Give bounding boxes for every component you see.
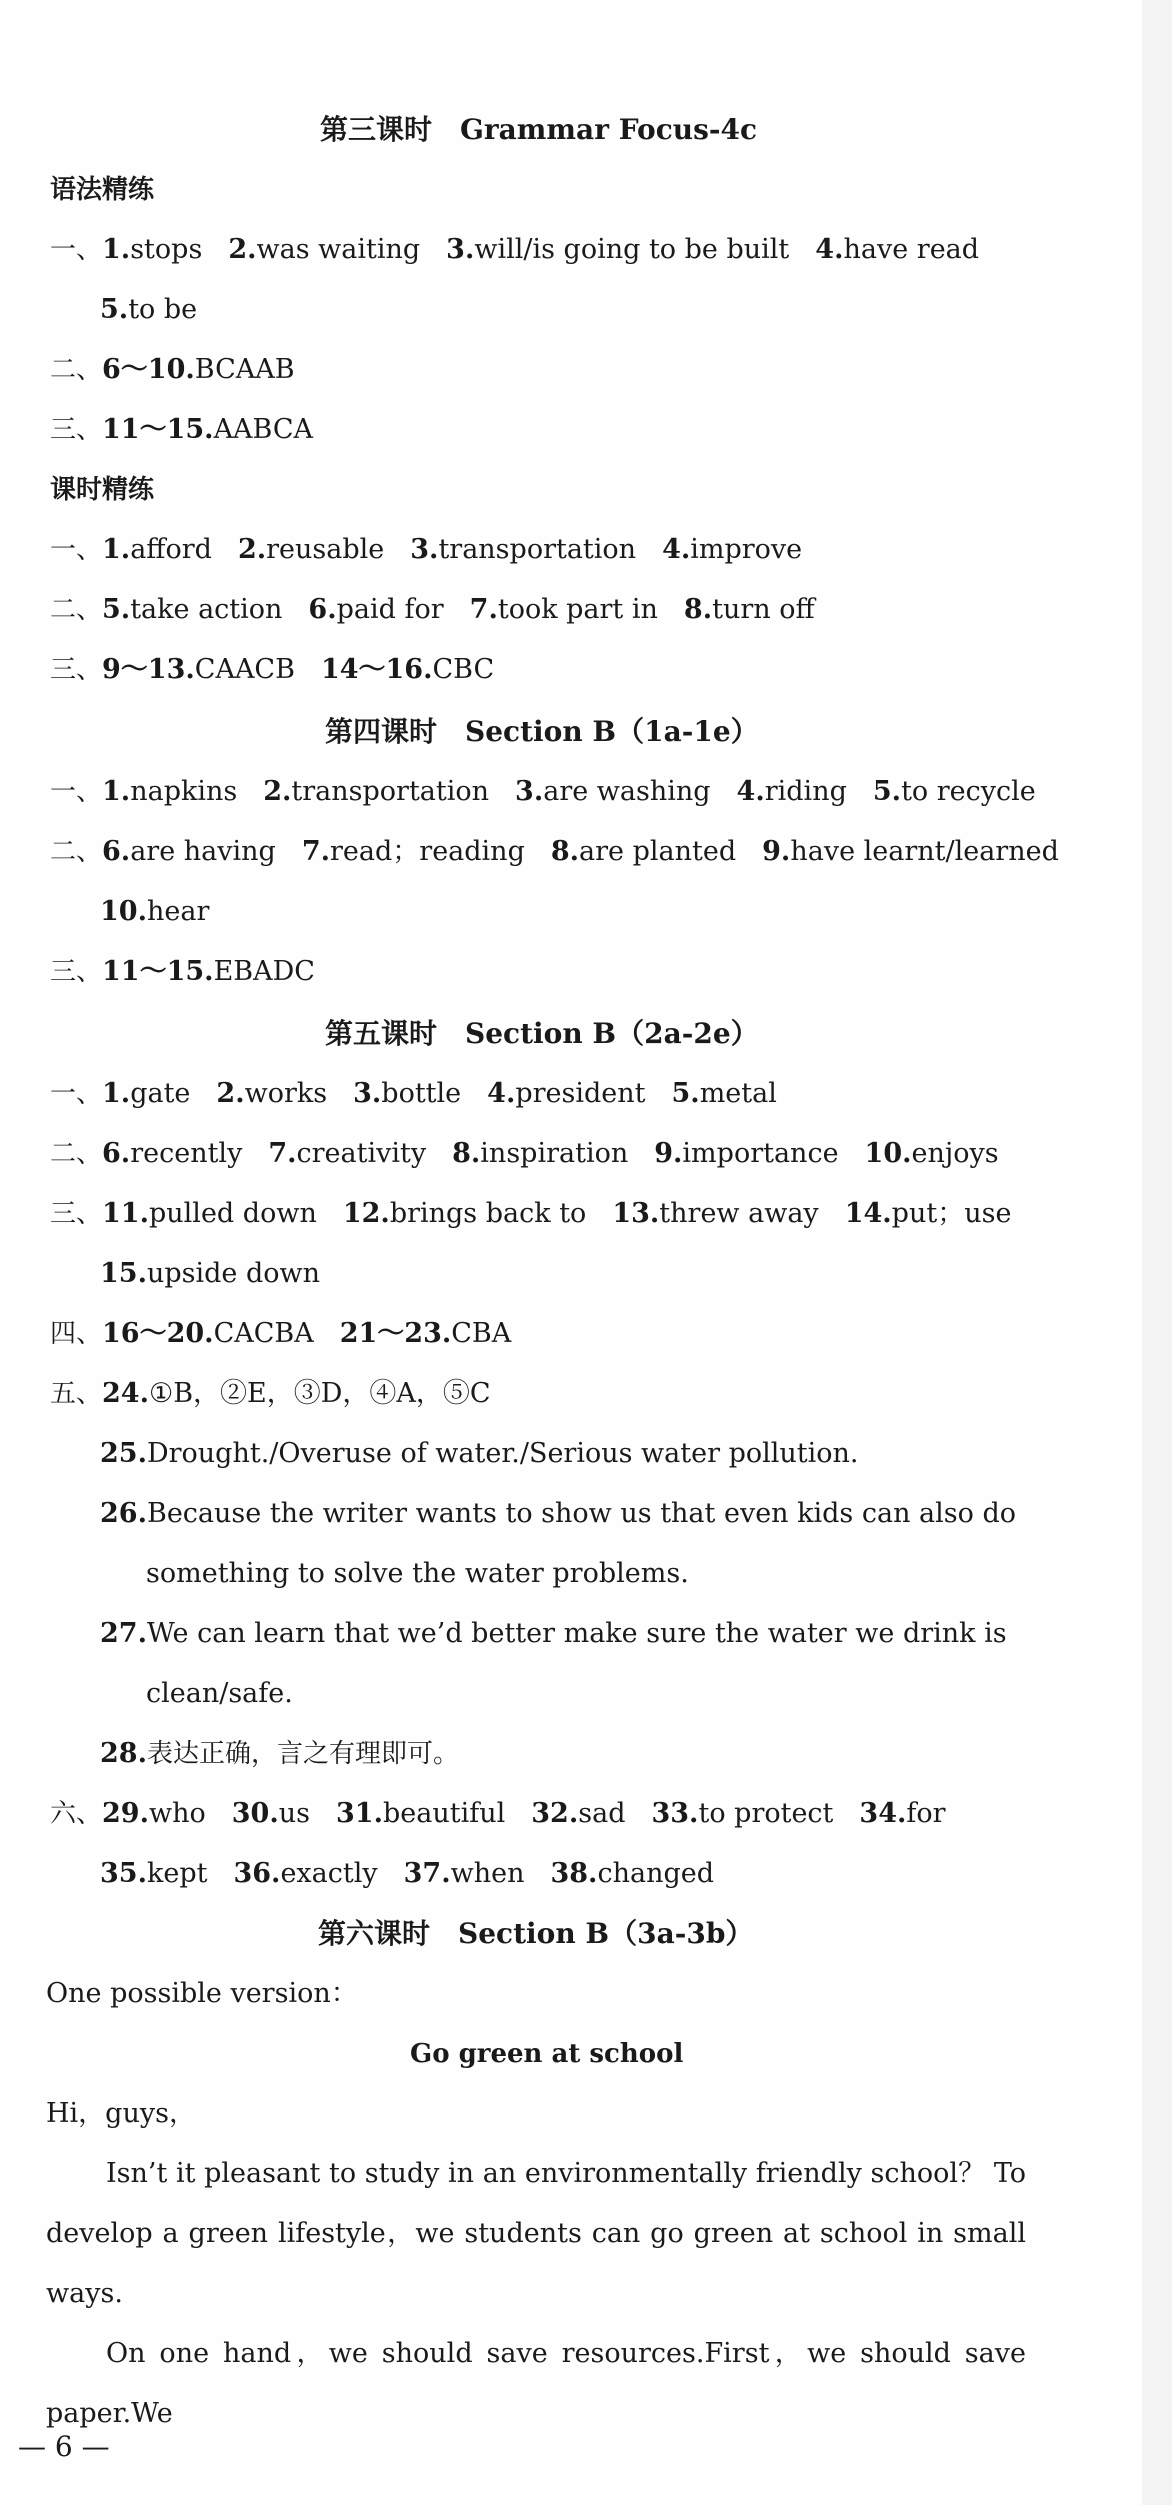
l5-row-1: 一、1.gate 2.works 3.bottle 4.president 5.metal (50, 1078, 777, 1109)
q25: 25.Drought./Overuse of water./Serious water pollution. (100, 1438, 859, 1469)
practice-row-2: 二、5.take action 6.paid for 7.took part in 8.turn off (50, 594, 815, 625)
practice-heading: 课时精练 (50, 475, 155, 505)
l5-row-3: 三、11.pulled down 12.brings back to 13.threw away 14.put；use (50, 1198, 1012, 1229)
l4-row-2: 二、6.are having 7.read；reading 8.are planted 9.have learnt/learned (50, 836, 1059, 867)
q27-cont: clean/safe. (146, 1678, 293, 1709)
grammar-row-3: 三、11～15.AABCA (50, 414, 314, 445)
q28: 28.表达正确，言之有理即可。 (100, 1738, 459, 1769)
essay-paragraph-1: Isn’t it pleasant to study in an environmentally friendly school？ To develop a green lifestyle，we students can go green at school in small ways. (46, 2158, 1026, 2309)
l4-row-3: 三、11～15.EBADC (50, 956, 315, 987)
l5-row-4: 四、16～20.CACBA 21～23.CBA (50, 1318, 512, 1349)
q26-cont: something to solve the water problems. (146, 1558, 689, 1589)
l4-row-2b: 10.hear (100, 896, 210, 927)
essay-intro: One possible version： (46, 1978, 358, 2009)
l4-row-1: 一、1.napkins 2.transportation 3.are washing 4.riding 5.to recycle (50, 776, 1036, 807)
page-number: — 6 — (18, 2430, 110, 2463)
l5-row-6: 六、29.who 30.us 31.beautiful 32.sad 33.to protect 34.for (50, 1798, 946, 1829)
grammar-row-1b: 5.to be (100, 294, 198, 325)
lesson5-title: 第五课时 Section B（2a-2e） (325, 1017, 759, 1050)
l5-row-3b: 15.upside down (100, 1258, 321, 1289)
l5-row-5: 五、24.①B，②E，③D，④A，⑤C (50, 1378, 491, 1409)
grammar-heading: 语法精练 (50, 175, 155, 205)
q26: 26.Because the writer wants to show us that even kids can also do (100, 1498, 1017, 1529)
l5-row-2: 二、6.recently 7.creativity 8.inspiration 9.importance 10.enjoys (50, 1138, 999, 1169)
grammar-row-2: 二、6～10.BCAAB (50, 354, 295, 385)
practice-row-1: 一、1.afford 2.reusable 3.transportation 4.improve (50, 534, 803, 565)
essay-title: Go green at school (410, 2039, 684, 2069)
practice-row-3: 三、9～13.CAACB 14～16.CBC (50, 654, 495, 685)
lesson3-title: 第三课时 Grammar Focus-4c (320, 113, 758, 146)
lesson4-title: 第四课时 Section B（1a-1e） (325, 715, 759, 748)
essay-paragraph-2: On one hand，we should save resources.First，we should save paper.We (46, 2338, 1026, 2429)
q27: 27.We can learn that we’d better make sure the water we drink is (100, 1618, 1007, 1649)
essay-greeting: Hi，guys， (46, 2098, 196, 2129)
page-edge (1142, 0, 1172, 2505)
l5-row-6b: 35.kept 36.exactly 37.when 38.changed (100, 1858, 715, 1889)
grammar-row-1: 一、1.stops 2.was waiting 3.will/is going to be built 4.have read (50, 234, 980, 265)
lesson6-title: 第六课时 Section B（3a-3b） (318, 1917, 754, 1950)
